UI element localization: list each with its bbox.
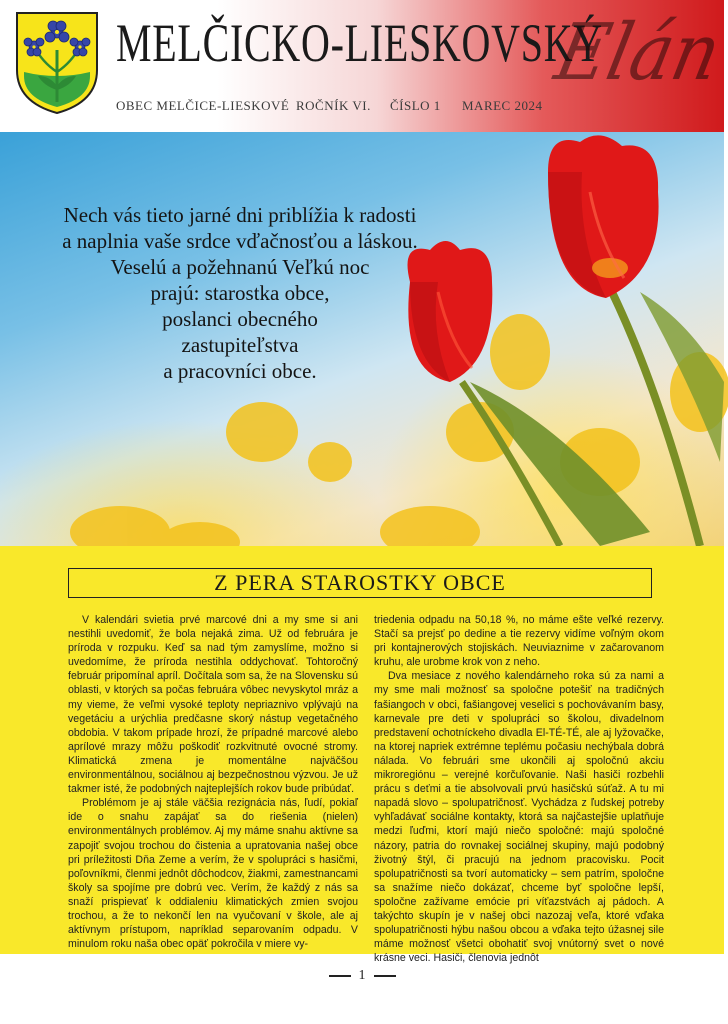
section-heading: Z PERA STAROSTKY OBCE: [68, 568, 652, 598]
footer-dash: [329, 975, 351, 977]
newspaper-title: MELČICKO-LIESKOVSKÝ: [116, 13, 603, 73]
article-paragraph: V kalendári svietia prvé marcové dni a my sme si ani nestihli uvedomiť, že bola nejaká zima. Už od februára je príroda v rozpuku. Keď sa nad tým zamyslíme, možno si uvedomíme, že príroda nestihla oddychovať. Tohtoročný február pripomínal apríl. Dočítala som sa, že na Slovensku sú oblasti, v ktorých sa počas februára vôbec nevyskytol mráz a my vieme, že veľmi vysoké teploty nepriaznivo vplývajú na vegetáciu a urýchlia predčasne skorý nástup vegetačného obdobia. V takom prípade hrozí, že prípadné marcové alebo aprílové mrazy môžu poškodiť rozkvitnuté ovocné stromy. Klimatická zmena je momentálne najväčšou environmentálnou, sociálnou aj bezpečnostnou výzvou. Je už takmer isté, že podobných najteplejších rokov bude pribúdať.: [68, 614, 358, 796]
article-column-right: [374, 613, 664, 965]
issue-label: ČÍSLO 1: [390, 98, 441, 113]
greeting-line: poslanci obecného: [162, 307, 318, 331]
greeting-line: Veselú a požehnanú Veľkú noc: [110, 255, 370, 279]
masthead: [0, 0, 728, 132]
article-paragraph: Problémom je aj stále väčšia rezignácia nás, ľudí, pokiaľ ide o snahu zapájať sa do riešenia (nielen) environmentálnych problémov. Aj my máme snahu aktívne sa zapojiť svojou trochou do čistenia a upratovania našej obce pri príležitosti Dňa Zeme a verím, že v spolupráci s hasičmi, poľovníkmi, členmi jednôt dôchodcov, žiakmi, zamestnancami školy sa spojíme pre dobrú vec. Verím, že každý z nás sa snaží prispievať k oddialeniu klimatických zmien svojou trochou, a že to nekončí len na vyučovaní v škole, ale aj aktívnym prístupom, napríklad separovaním odpadu. V minulom roku naša obec opäť pokročila v miere vy-: [68, 797, 358, 951]
footer-dash: [374, 975, 396, 977]
greeting-line: zastupiteľstva: [181, 333, 299, 357]
volume-label: ROČNÍK VI.: [296, 98, 371, 113]
tulip-hero-image: [0, 132, 724, 546]
coat-of-arms-icon: [14, 10, 100, 116]
greeting-line: Nech vás tieto jarné dni priblížia k radosti: [63, 203, 417, 227]
mayor-article: [0, 546, 724, 965]
greeting-line: a pracovníci obce.: [163, 359, 317, 383]
issue-date: MAREC 2024: [462, 98, 543, 113]
easter-greeting: [20, 202, 460, 384]
greeting-line: a naplnia vaše srdce vďačnosťou a láskou.: [62, 229, 418, 253]
page-footer: [0, 968, 724, 984]
page-number: 1: [358, 968, 366, 983]
article-paragraph: Dva mesiace z nového kalendárneho roka sú za nami a my sme mali možnosť sa spoločne potešiť na tradičných fašiangoch v obci, fašiangovej veselici s pochovávaním basy, karnevale pre deti v spolupráci so školou, divadelnom predstavení ochotníckeho divadla El-TÉ-TÉ, ale aj lyžovačke, na ktorej napriek extrémne teplému počasiu nechýbala dobrá nálada. Vo februári sme ukončili aj spoločnú akciu mikroregiónu – verejné korčuľovanie. Naši hasiči rozbehli prácu s deťmi a tie absolvovali prvú hasičskú súťaž. A tu mi napadá slovo – spolupatričnosť. Vychádza z ľudskej potreby vyhľadávať sociálne kontakty, ktorá sa najčastejšie uplatňuje medzi ľuďmi, ktorí majú niečo spoločné: majú spoločné názory, patria do rovnakej sociálnej skupiny, majú podobný životný štýl, či pracujú na jednom pracovisku. Pocit spolupatričnosti sa tvorí automaticky – sem patrím, spoločne sa snažíme niečo dokázať, chceme byť spoločne lepší, spoločne zažívame emócie pri víťazstvách aj pádoch. A takýchto skupín je v našej obci nazozaj veľa, ktoré vďaka spolupatričnosti hýbu našou obcou a vďaka tejto úžasnej sile máme možnosť všetci obohatiť svoj vnútorný svet o nové krásne veci. Hasiči, členovia jednôt: [374, 670, 664, 965]
article-column-left: [68, 613, 358, 953]
greeting-line: prajú: starostka obce,: [150, 281, 330, 305]
village-name: OBEC MELČICE-LIESKOVÉ: [116, 98, 290, 113]
article-paragraph: triedenia odpadu na 50,18 %, no máme ešte veľké rezervy. Stačí sa prejsť po dedine a tie rezervy vidíme voľným okom pri kontajnerových stojiskách. Neuviaznime v začarovanom kruhu, ale urobme krok von z neho.: [374, 614, 664, 669]
newspaper-script-title: Elán: [548, 8, 728, 98]
